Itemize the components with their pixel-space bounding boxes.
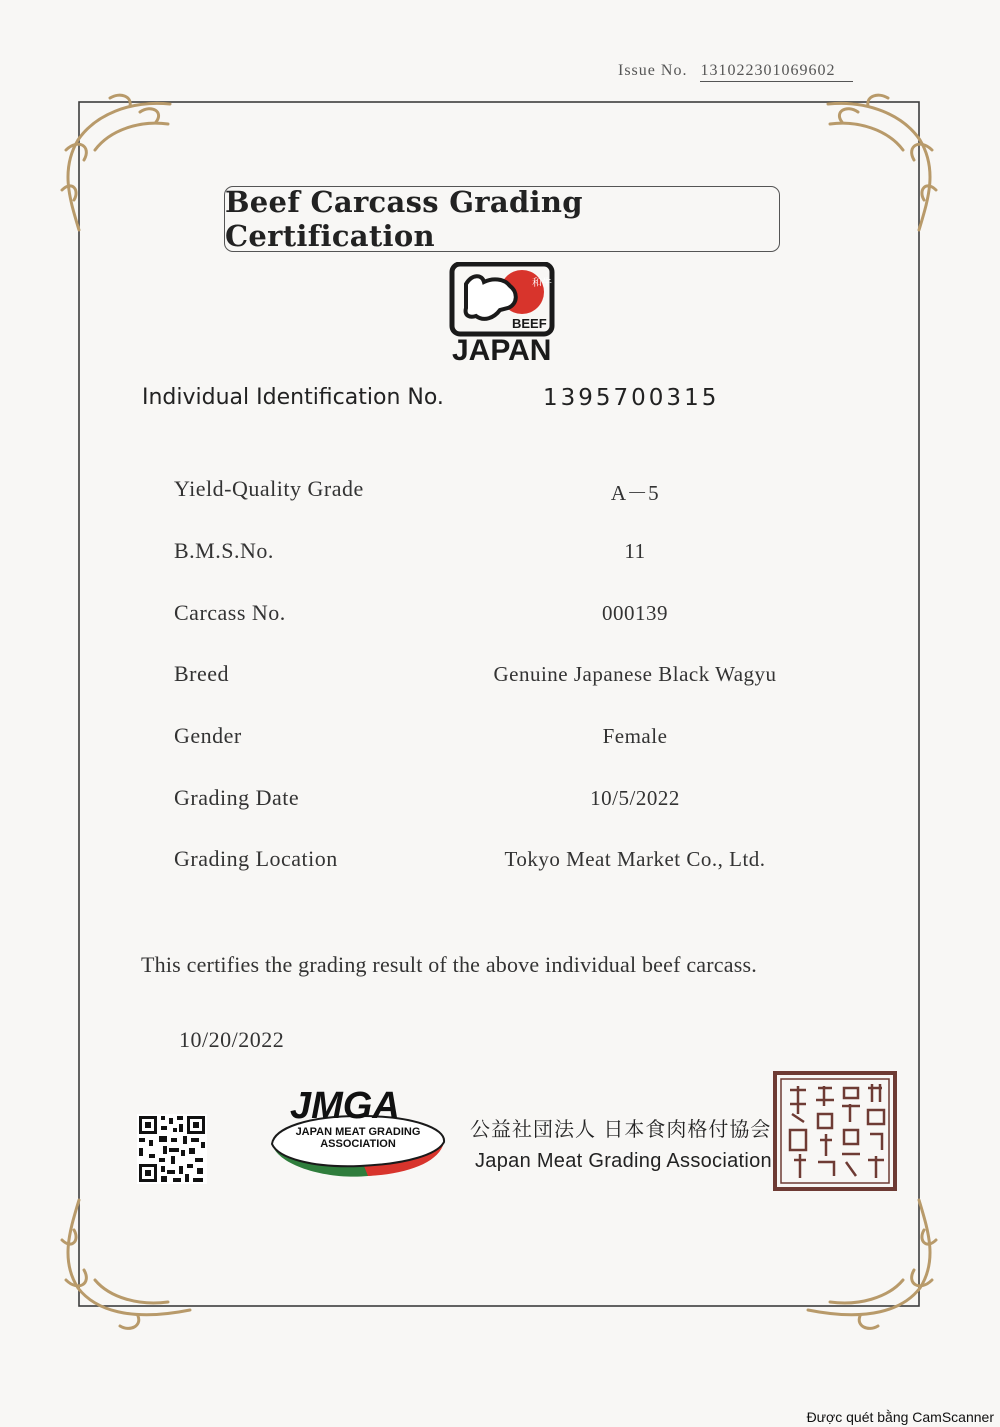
row-value-carcass: 000139 [602,601,668,625]
certification-statement: This certifies the grading result of the above individual beef carcass. [141,952,757,977]
jmga-logo [268,1088,452,1184]
row-label-carcass: Carcass No. [174,600,286,625]
jmga-acronym: JMGA [290,1088,400,1127]
row-value-grading-date: 10/5/2022 [590,786,680,810]
jmga-line2: ASSOCIATION [320,1138,396,1150]
jmga-line1: JAPAN MEAT GRADING [295,1126,421,1138]
organization-english: Japan Meat Grading Association [475,1150,772,1172]
row-value-breed: Genuine Japanese Black Wagyu [493,662,777,686]
issue-label: Issue No. [618,62,688,79]
organization-japanese: 公益社団法人 日本食肉格付協会 [470,1117,772,1141]
issued-date: 10/20/2022 [179,1027,285,1052]
logo-beef-text: BEEF [512,316,547,331]
identification-label: Individual Identification No. [142,385,444,410]
qr-code [137,1114,207,1184]
row-label-gender: Gender [174,723,242,748]
row-value-bms: 11 [624,539,646,563]
issue-number-line [618,62,853,82]
row-value-grading-location: Tokyo Meat Market Co., Ltd. [504,847,766,871]
row-label-bms: B.M.S.No. [174,538,274,563]
row-label-grading-date: Grading Date [174,785,300,810]
row-value-gender: Female [602,724,668,748]
logo-japan-text: JAPAN [452,334,552,364]
row-label-breed: Breed [174,661,230,686]
official-seal [772,1070,898,1192]
row-label-grading-location: Grading Location [174,846,338,871]
japan-beef-logo [448,262,560,364]
row-label-grade: Yield-Quality Grade [174,476,364,501]
scanner-watermark: Được quét bằng CamScanner [806,1409,994,1425]
row-value-grade: A－5 [610,481,660,505]
title-box [224,186,780,252]
document-title: Beef Carcass Grading Certification [225,185,583,253]
logo-kanji: 和牛 [532,278,552,289]
identification-value: 1395700315 [543,385,720,411]
issue-number: 131022301069602 [700,62,853,82]
